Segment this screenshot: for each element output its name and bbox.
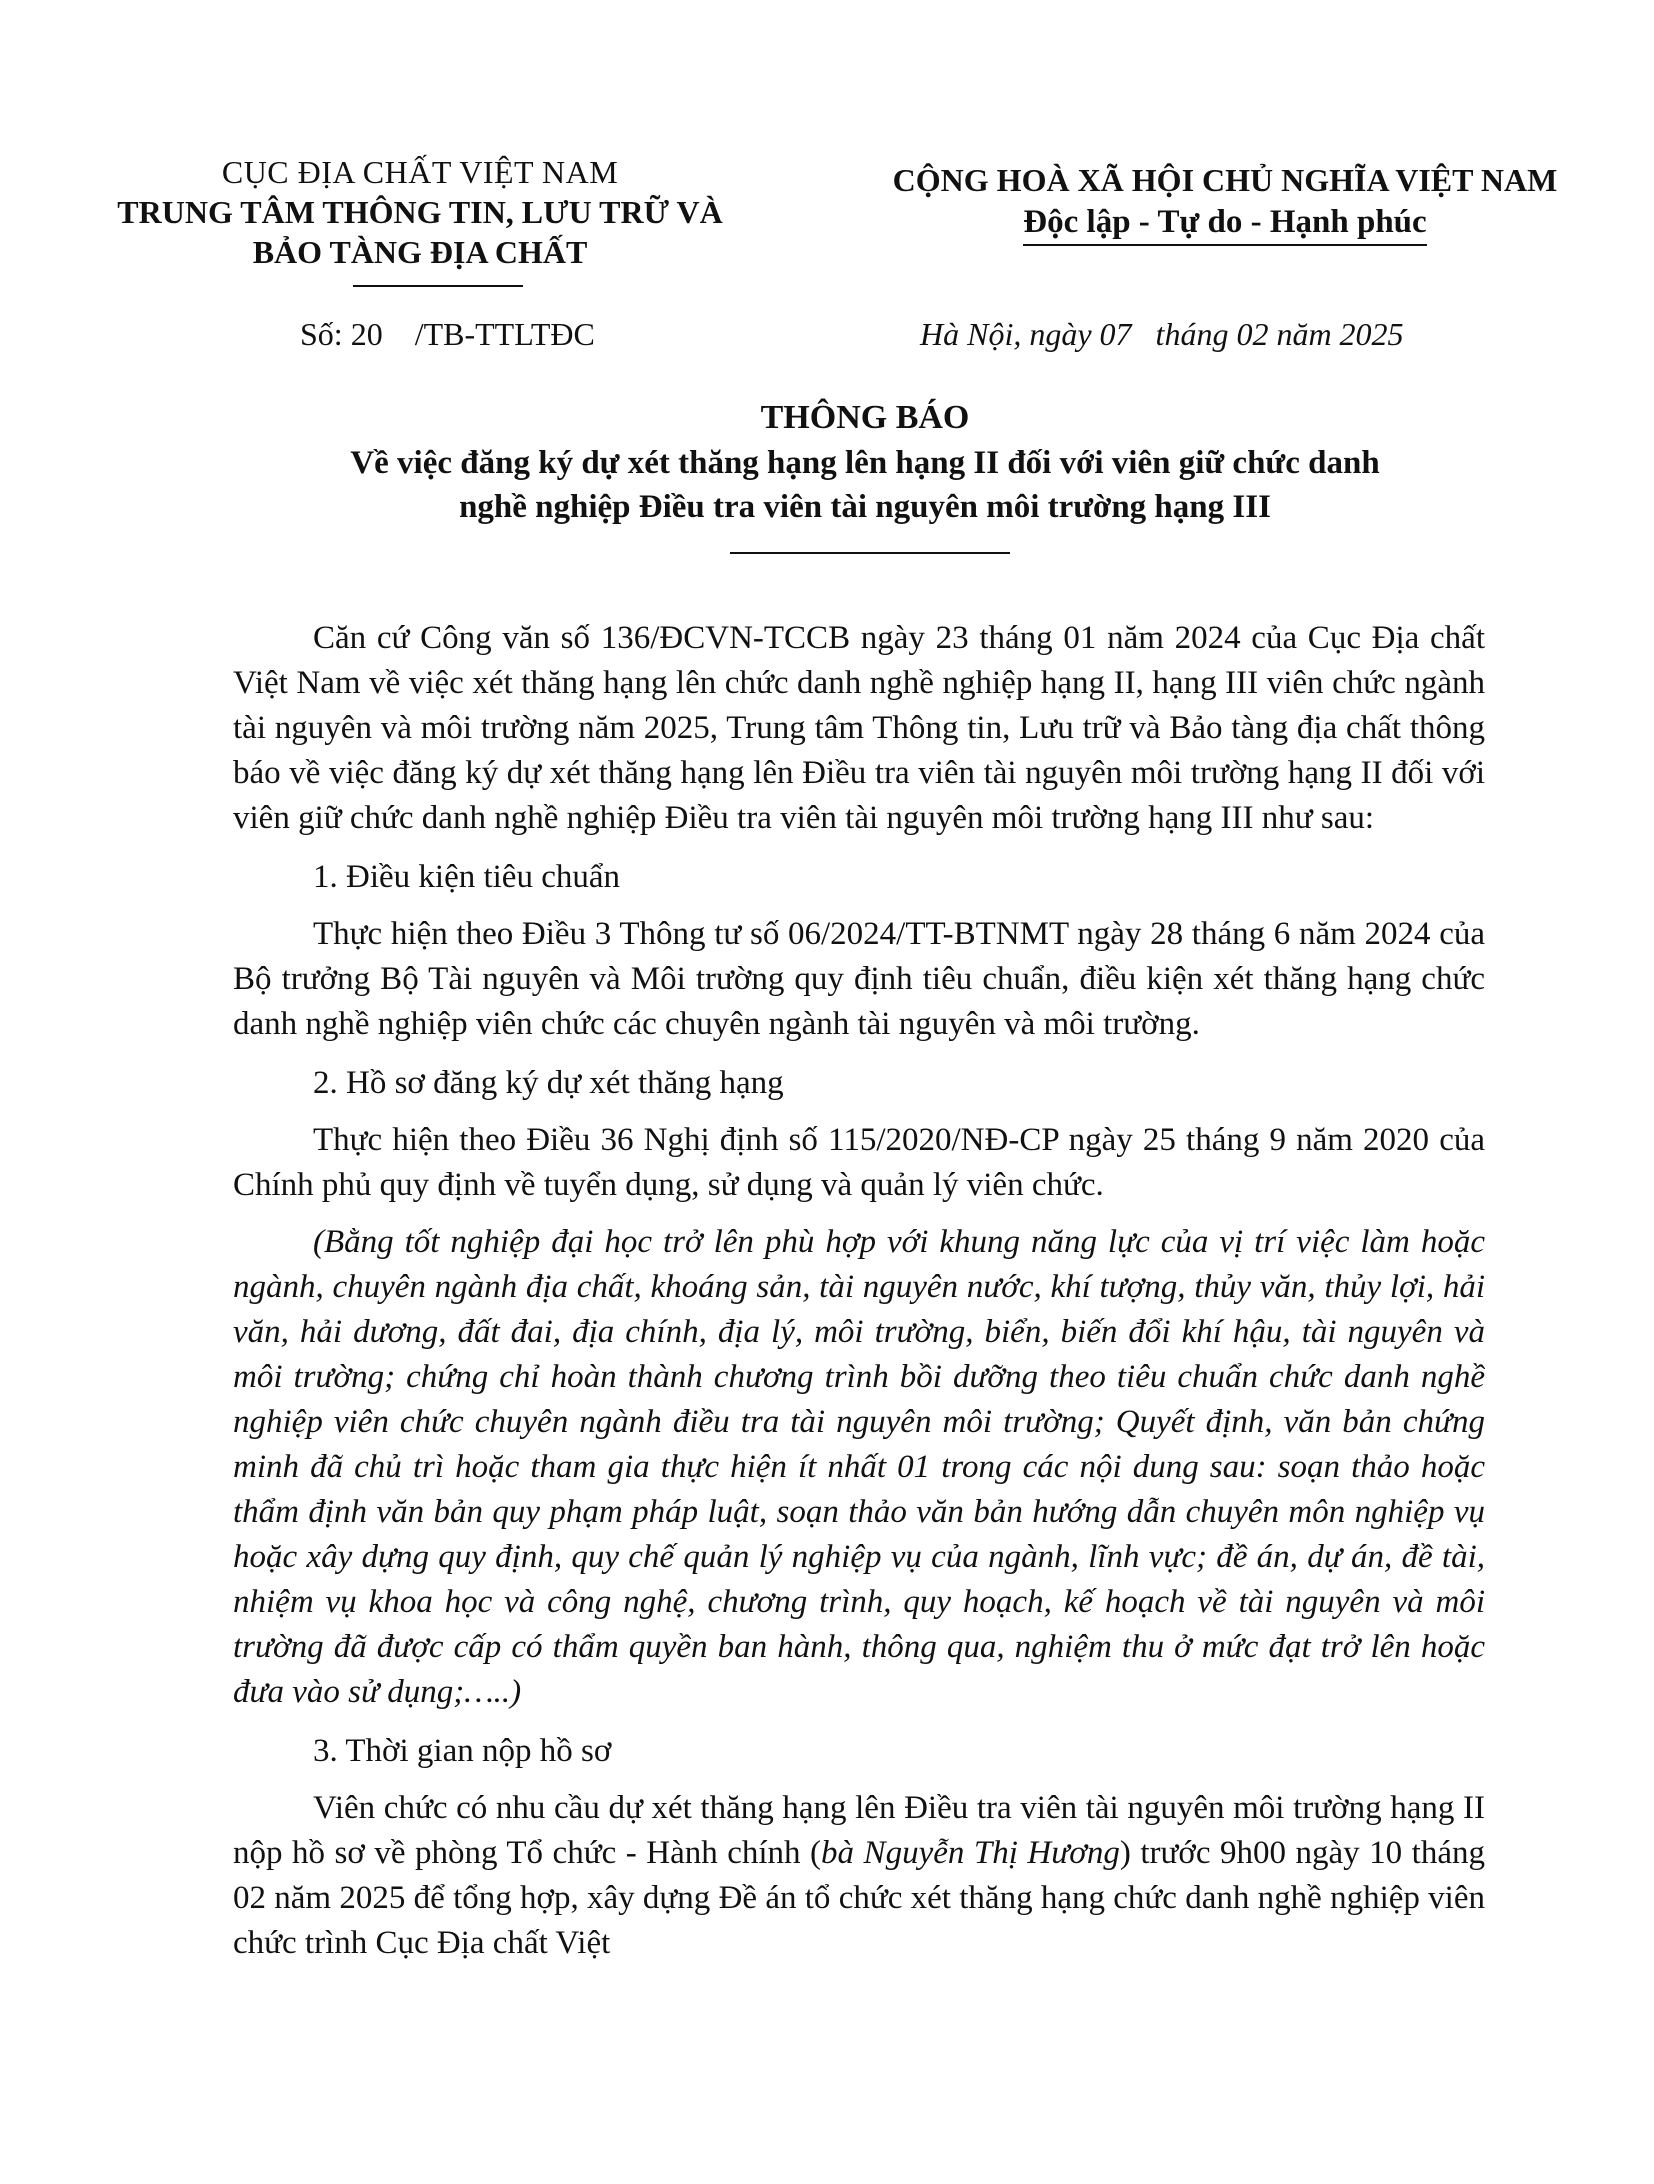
section2-heading: 2. Hồ sơ đăng ký dự xét thăng hạng bbox=[313, 1065, 784, 1101]
section3-contact: bà Nguyễn Thị Hương bbox=[821, 1835, 1120, 1871]
authority-underline bbox=[353, 285, 523, 287]
issuing-authority-block bbox=[110, 152, 730, 272]
title-underline bbox=[730, 552, 1010, 554]
document-date: Hà Nội, ngày 07 tháng 02 năm 2025 bbox=[920, 316, 1404, 352]
document-body bbox=[233, 616, 1485, 1966]
section3-paragraph bbox=[233, 1786, 1485, 1966]
document-number: Số: 20 /TB-TTLTĐC bbox=[300, 316, 595, 352]
national-heading-block bbox=[880, 160, 1570, 246]
document-kind: THÔNG BÁO bbox=[760, 399, 970, 436]
section2-note: (Bằng tốt nghiệp đại học trở lên phù hợp với khung năng lực của vị trí việc làm hoặc ngành, chuyên ngành địa chất, khoáng sản, tài nguyên nước, khí tượng, thủy văn, thủy lợi, hải văn, hải dương, đất đai, địa chính, địa lý, môi trường, biển, biến đổi khí hậu, tài nguyên và môi trường; chứng chỉ hoàn thành chương trình bồi dưỡng theo tiêu chuẩn chức danh nghề nghiệp viên chức chuyên ngành điều tra tài nguyên môi trường; Quyết định, văn bản chứng minh đã chủ trì hoặc tham gia thực hiện ít nhất 01 trong các nội dung sau: soạn thảo hoặc thẩm định văn bản quy phạm pháp luật, soạn thảo văn bản hướng dẫn chuyên môn nghiệp vụ hoặc xây dựng quy định, quy chế quản lý nghiệp vụ của ngành, lĩnh vực; đề án, dự án, đề tài, nhiệm vụ khoa học và công nghệ, chương trình, quy hoạch, kế hoạch về tài nguyên và môi trường đã được cấp có thẩm quyền ban hành, thông qua, nghiệm thu ở mức đạt trở lên hoặc đưa vào sử dụng;…..) bbox=[233, 1224, 1485, 1710]
section3-text-a: Viên chức có nhu cầu dự xét thăng hạng lên Điều tra viên tài nguyên môi trường hạng II nộp hồ sơ về phòng Tổ chức - Hành chính ( bbox=[233, 1790, 1485, 1871]
document-title-block bbox=[100, 395, 1630, 529]
section1-paragraph: Thực hiện theo Điều 3 Thông tư số 06/2024/TT-BTNMT ngày 28 tháng 6 năm 2024 của Bộ trưởng Bộ Tài nguyên và Môi trường quy định tiêu chuẩn, điều kiện xét thăng hạng chức danh nghề nghiệp viên chức các chuyên ngành tài nguyên và môi trường. bbox=[233, 916, 1485, 1042]
national-motto: Độc lập - Tự do - Hạnh phúc bbox=[1023, 200, 1426, 246]
section2-paragraph: Thực hiện theo Điều 36 Nghị định số 115/2020/NĐ-CP ngày 25 tháng 9 năm 2020 của Chính phủ quy định về tuyển dụng, sử dụng và quản lý viên chức. bbox=[233, 1122, 1485, 1203]
section3-text-b: ) trước 9h00 ngày 10 tháng 02 năm 2025 để tổng hợp, xây dựng Đề án tổ chức xét thăng hạng chức danh nghề nghiệp viên chức trình Cục Địa chất Việt bbox=[233, 1835, 1485, 1961]
issuing-unit-line1: TRUNG TÂM THÔNG TIN, LƯU TRỮ VÀ bbox=[117, 194, 723, 230]
section3-heading: 3. Thời gian nộp hồ sơ bbox=[313, 1733, 612, 1769]
section1-heading: 1. Điều kiện tiêu chuẩn bbox=[313, 859, 620, 895]
intro-paragraph: Căn cứ Công văn số 136/ĐCVN-TCCB ngày 23 tháng 01 năm 2024 của Cục Địa chất Việt Nam về việc xét thăng hạng lên chức danh nghề nghiệp hạng II, hạng III viên chức ngành tài nguyên và môi trường năm 2025, Trung tâm Thông tin, Lưu trữ và Bảo tàng địa chất thông báo về việc đăng ký dự xét thăng hạng lên Điều tra viên tài nguyên môi trường hạng II đối với viên giữ chức danh nghề nghiệp Điều tra viên tài nguyên môi trường hạng III như sau: bbox=[233, 620, 1485, 836]
parent-agency: CỤC ĐỊA CHẤT VIỆT NAM bbox=[221, 154, 619, 190]
document-subject-line1: Về việc đăng ký dự xét thăng hạng lên hạng II đối với viên giữ chức danh bbox=[350, 445, 1380, 481]
national-title: CỘNG HOÀ XÃ HỘI CHỦ NGHĨA VIỆT NAM bbox=[892, 162, 1558, 198]
issuing-unit-line2: BẢO TÀNG ĐỊA CHẤT bbox=[252, 234, 588, 270]
document-subject-line2: nghề nghiệp Điều tra viên tài nguyên môi trường hạng III bbox=[459, 489, 1271, 525]
